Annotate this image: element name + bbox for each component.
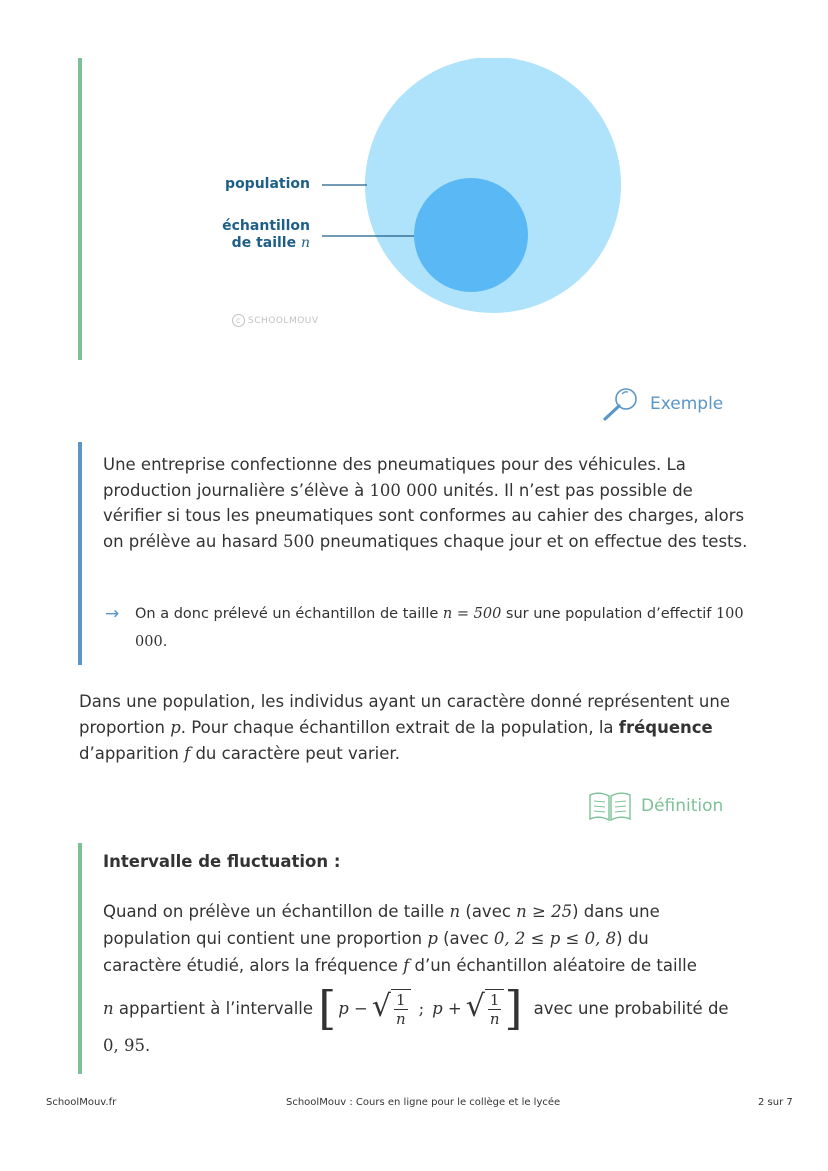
population-label: population bbox=[225, 176, 310, 192]
definition-line-2: population qui contient une proportion p (avec 0, 2 ≤ p ≤ 0, 8) du bbox=[103, 929, 649, 948]
open-book-icon bbox=[587, 789, 633, 823]
definition-title: Intervalle de fluctuation : bbox=[103, 852, 341, 871]
definition-line-4: n appartient à l’intervalle [ p − √ $\frac{1}{n}$ ; p + √ $\frac{1}{n}$ ] avec une probabilité de bbox=[103, 981, 729, 1035]
definition-side-bar bbox=[78, 843, 82, 1074]
definition-line-1: Quand on prélève un échantillon de taille n (avec n ≥ 25) dans une bbox=[103, 902, 660, 921]
definition-tag-label: Définition bbox=[641, 796, 724, 816]
example-paragraph: Une entreprise confectionne des pneumatiques pour des véhicules. La production journalière s’élève à 100 000 unités. Il n’est pas possible de vérifier si tous les pneumatiques sont conformes au cahier des charges, alors on prélève au hasard 500 pneumatiques chaque jour et on effectue des tests. bbox=[103, 455, 748, 551]
copyright-mark: c SCHOOLMOUV bbox=[232, 314, 319, 327]
example-side-bar bbox=[78, 442, 82, 665]
frequency-term: fréquence bbox=[618, 718, 713, 737]
example-tag-label: Exemple bbox=[650, 394, 724, 414]
venn-diagram bbox=[82, 58, 742, 358]
example-conclusion: → On a donc prélevé un échantillon de taille n = 500 sur une population d’effectif 100 000. bbox=[105, 600, 745, 656]
population-size-value: 100 000 bbox=[135, 606, 744, 650]
sqrt-one-over-n-left: √ $\frac{1}{n}$ bbox=[372, 989, 411, 1028]
sample-circle bbox=[414, 178, 528, 292]
sample-label: échantillon de taille n bbox=[222, 218, 310, 251]
definition-line-5: 0, 95. bbox=[103, 1036, 151, 1055]
fluctuation-interval: [ p − √ $\frac{1}{n}$ ; p + √ $\frac{1}{n}$ ] bbox=[318, 981, 523, 1035]
sample-size-expr: n = 500 bbox=[442, 606, 502, 622]
sqrt-one-over-n-right: √ $\frac{1}{n}$ bbox=[466, 989, 505, 1028]
production-value: 100 000 bbox=[369, 480, 438, 500]
sample-count-value: 500 bbox=[283, 531, 315, 551]
footer-center: SchoolMouv : Cours en ligne pour le collège et le lycée bbox=[286, 1097, 561, 1108]
definition-line-3: caractère étudié, alors la fréquence f d’un échantillon aléatoire de taille bbox=[103, 956, 697, 975]
magnifier-icon bbox=[600, 384, 642, 424]
example-tag bbox=[600, 384, 723, 424]
population-sample-figure bbox=[82, 58, 742, 358]
arrow-right-icon: → bbox=[105, 604, 120, 624]
probability-value: 0, 95 bbox=[103, 1036, 145, 1055]
footer-page-number: 2 sur 7 bbox=[758, 1097, 793, 1108]
definition-tag bbox=[587, 789, 723, 823]
footer-site: SchoolMouv.fr bbox=[46, 1097, 117, 1108]
copyright-icon: c bbox=[232, 314, 245, 327]
intro-paragraph: Dans une population, les individus ayant un caractère donné représentent une proportion p. Pour chaque échantillon extrait de la population, la fréquence d’apparition f du caractère peut varier. bbox=[79, 692, 730, 763]
